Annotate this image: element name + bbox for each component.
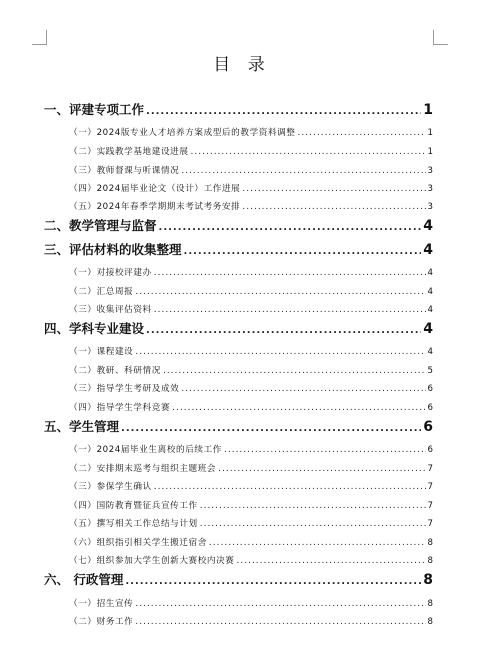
page-number: 4	[423, 321, 433, 337]
toc-subitem[interactable]: （七）组织参加大学生创新大赛校内决赛 ..... 8	[69, 554, 433, 566]
toc-heading-2[interactable]: 二、教学管理与监督 ..... 4	[44, 216, 433, 234]
page-number: 7	[427, 464, 433, 474]
toc-subitem[interactable]: （三）指导学生考研及成效 ..... 6	[69, 382, 433, 394]
page-number: 6	[423, 419, 433, 435]
toc-subitem[interactable]: （一）2024届毕业生离校的后续工作 ..... 6	[69, 443, 433, 455]
page-number: 4	[427, 347, 433, 357]
toc-subitem[interactable]: （三）收集评估资料 ..... 4	[69, 303, 433, 315]
page-number: 4	[427, 305, 433, 315]
toc-subitem[interactable]: （三）参保学生确认 ..... 7	[69, 480, 433, 492]
toc-title: 目 录	[213, 55, 271, 75]
page-number: 1	[427, 147, 433, 157]
crop-mark-top-right	[433, 30, 448, 45]
page-number: 6	[427, 403, 433, 413]
page-number: 1	[423, 102, 433, 118]
page-number: 3	[427, 202, 433, 212]
toc-subitem[interactable]: （五）2024年春季学期期末考试考务安排 ..... 3	[69, 200, 433, 212]
toc-subitem[interactable]: （二）实践教学基地建设进展 ..... 1	[69, 145, 433, 157]
page-number: 6	[427, 445, 433, 455]
toc-heading-6[interactable]: 六、 行政管理 ..... 8	[44, 570, 433, 588]
page-number: 7	[427, 482, 433, 492]
toc-subitem[interactable]: （一）对接校评建办 ..... 4	[69, 266, 433, 278]
page-number: 8	[427, 556, 433, 566]
toc-subitem[interactable]: （四）指导学生学科竞赛 ..... 6	[69, 401, 433, 413]
toc-subitem[interactable]: （六）组织指引相关学生搬迁宿舍 ..... 8	[69, 536, 433, 548]
page-number: 8	[427, 599, 433, 609]
page-number: 4	[423, 218, 433, 234]
toc-heading-4[interactable]: 四、学科专业建设 ..... 4	[44, 319, 433, 337]
page-number: 1	[427, 128, 433, 138]
toc-subitem[interactable]: （二）财务工作 ..... 8	[69, 615, 433, 627]
page-number: 6	[427, 384, 433, 394]
page-number: 4	[427, 268, 433, 278]
page-number: 7	[427, 501, 433, 511]
toc-subitem[interactable]: （三）教师督课与听课情况 ..... 3	[69, 164, 433, 176]
toc-subitem[interactable]: （二）安排期末巡考与组织主题班会 ..... 7	[69, 462, 433, 474]
page-number: 8	[427, 538, 433, 548]
toc-subitem[interactable]: （二）教研、科研情况 ..... 5	[69, 364, 433, 376]
page-number: 4	[423, 242, 433, 258]
toc-heading-5[interactable]: 五、学生管理 ..... 6	[44, 417, 433, 435]
page-number: 8	[423, 572, 433, 588]
page-number: 3	[427, 184, 433, 194]
toc-subitem[interactable]: （四）2024届毕业论文（设计）工作进展 ..... 3	[69, 182, 433, 194]
toc-heading-1[interactable]: 一、评建专项工作 ..... 1	[44, 100, 433, 118]
toc-subitem[interactable]: （二）汇总周报 ..... 4	[69, 285, 433, 297]
page-number: 4	[427, 287, 433, 297]
toc-heading-3[interactable]: 三、评估材料的收集整理 ..... 4	[44, 240, 433, 258]
toc-subitem[interactable]: （一）招生宣传 ..... 8	[69, 597, 433, 609]
toc-subitem[interactable]: （一）课程建设 ..... 4	[69, 345, 433, 357]
toc-subitem[interactable]: （五）撰写相关工作总结与计划 ..... 7	[69, 517, 433, 529]
toc-subitem[interactable]: （一）2024版专业人才培养方案成型后的教学资料调整 ..... 1	[69, 126, 433, 138]
page-number: 3	[427, 166, 433, 176]
toc-subitem[interactable]: （四）国防教育暨征兵宣传工作 ..... 7	[69, 499, 433, 511]
page-number: 8	[427, 617, 433, 627]
page-number: 7	[427, 519, 433, 529]
crop-mark-top-left	[32, 30, 47, 45]
page-number: 5	[427, 366, 433, 376]
